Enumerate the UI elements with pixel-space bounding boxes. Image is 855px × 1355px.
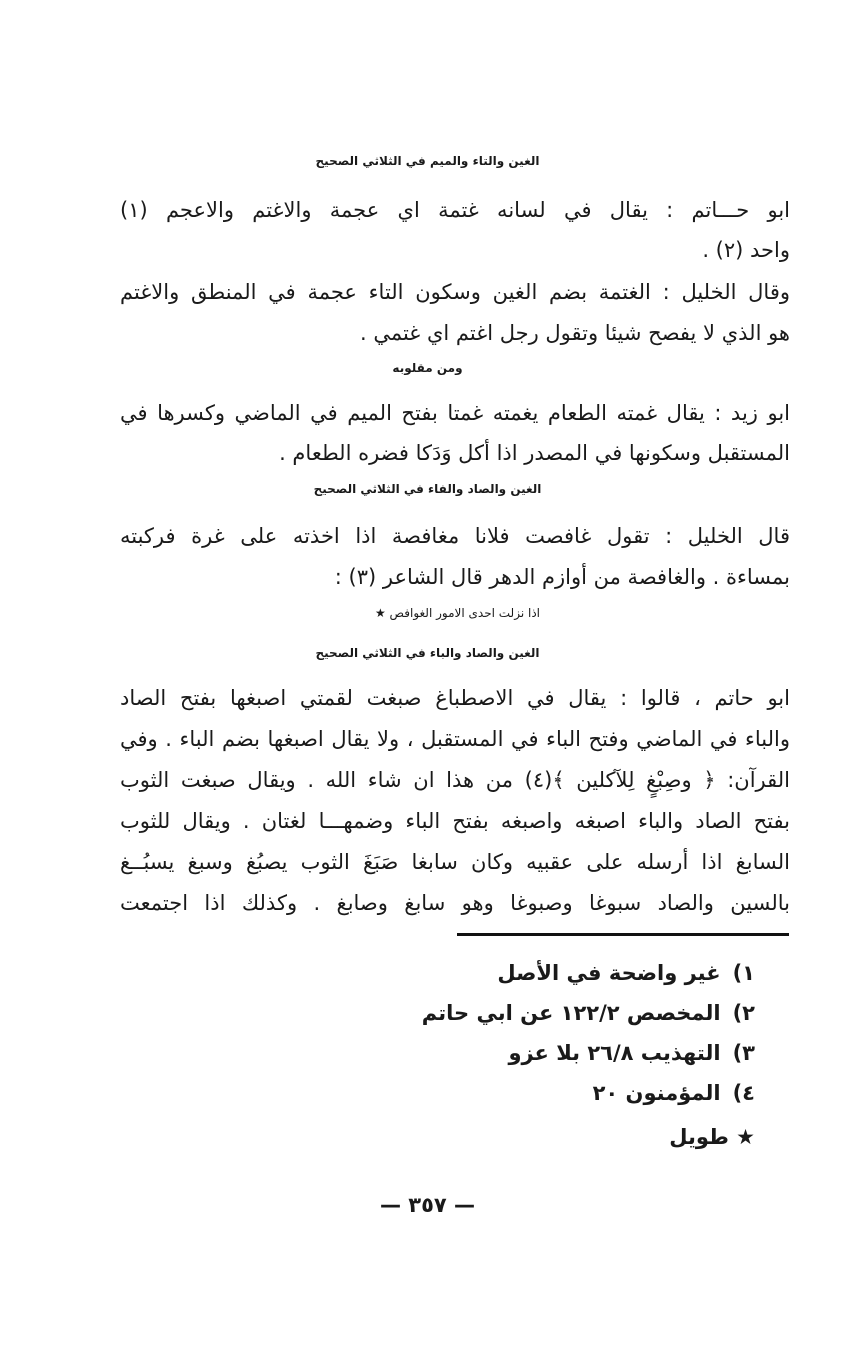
text-line: ابو حـــاتم : يقال في لسانه غتمة اي عجمة والاغتم والاعجم (١) bbox=[120, 198, 790, 222]
page-number: — ٣٥٧ — bbox=[379, 1193, 476, 1217]
text-line: ابو زيد : يقال غمته الطعام يغمته غمتا بفتح الميم في الماضي وكسرها في bbox=[120, 401, 790, 425]
text-line: والباء في الماضي وفتح الباء في المستقبل ، ولا يقال اصبغها بضم الباء . وفي bbox=[120, 727, 790, 751]
text-line: المستقبل وسكونها في المصدر اذا أكل وَدَكا فضره الطعام . bbox=[279, 441, 790, 465]
text-line: وقال الخليل : الغتمة بضم الغين وسكون التاء عجمة في المنطق والاغتم bbox=[120, 280, 790, 304]
text-line: هو الذي لا يفصح شيئا وتقول رجل اغتم اي غتمي . bbox=[359, 321, 790, 345]
footnote bbox=[497, 963, 755, 984]
footnote-number: ٣) bbox=[732, 1041, 755, 1065]
footnote-number: ٢) bbox=[732, 1001, 755, 1025]
section-heading-ghayn-sad-ba: الغين والصاد والباء في الثلاثي الصحيح bbox=[315, 646, 540, 660]
footnote bbox=[593, 1083, 755, 1104]
text-line: السابغ اذا أرسله على عقبيه وكان سابغا صَبَغَ الثوب يصبُغ وسبغ يسبُــغ bbox=[120, 850, 790, 874]
text-line: بمساءة . والغافصة من أوازم الدهر قال الشاعر (٣) : bbox=[334, 565, 790, 589]
footnote-text: المؤمنون ٢٠ bbox=[592, 1081, 721, 1105]
section-heading-ghayn-ta-mim: الغين والتاء والميم في الثلاثي الصحيح bbox=[315, 154, 540, 168]
text-line: ابو حاتم ، قالوا : يقال في الاصطباغ صبغت لقمتي اصبغها بفتح الصاد bbox=[120, 686, 790, 710]
footnote-separator bbox=[457, 933, 789, 936]
text-line: بفتح الصاد والباء اصبغه واصبغه بفتح الباء وضمهـــا لغتان . ويقال للثوب bbox=[120, 809, 790, 833]
footnote-number: ١) bbox=[732, 961, 755, 985]
section-heading-inversion: ومن مقلوبه bbox=[392, 361, 463, 375]
footnote-text: غير واضحة في الأصل bbox=[497, 961, 721, 985]
footnote-text: المخصص ١٢٢/٢ عن ابي حاتم bbox=[421, 1001, 721, 1025]
text-line: القرآن: ﴿ وصِبْغٍ لِلآكلين ﴾(٤) من هذا ان شاء الله . ويقال صبغت الثوب bbox=[120, 768, 790, 792]
footnote-text: التهذيب ٢٦/٨ بلا عزو bbox=[508, 1041, 721, 1065]
footnote bbox=[422, 1003, 755, 1024]
text-line: بالسين والصاد سبوغا وصبوغا وهو سابغ وصابغ . وكذلك اذا اجتمعت bbox=[120, 891, 790, 915]
poetry-verse: اذا نزلت احدى الامور الغوافص ★ bbox=[374, 606, 541, 620]
footnote-number: ٤) bbox=[732, 1081, 755, 1105]
footnote bbox=[508, 1043, 755, 1064]
text-line: قال الخليل : تقول غافصت فلانا مغافصة اذا اخذته على غرة فركبته bbox=[120, 524, 790, 548]
meter-note: ★ طويل bbox=[669, 1125, 755, 1149]
section-heading-ghayn-sad-fa: الغين والصاد والفاء في الثلاثي الصحيح bbox=[313, 482, 542, 496]
text-line: واحد (٢) . bbox=[702, 238, 790, 262]
